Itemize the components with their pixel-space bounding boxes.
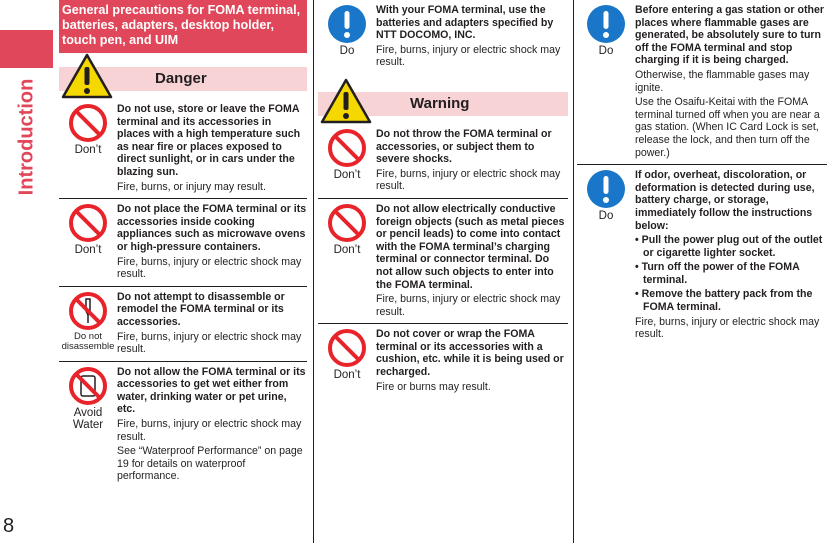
item-heading: Do not throw the FOMA terminal or accessories, or subject them to severe shocks. — [376, 127, 552, 166]
item-text: Fire or burns may result. — [376, 380, 491, 393]
item-heading: Before entering a gas station or other places where flammable gases are generated, be absolutely sure to turn off the FOMA terminal and stop charging if it is being charged. — [635, 4, 824, 67]
danger-item — [59, 99, 307, 199]
side-tab-label: Introduction — [15, 78, 38, 196]
danger-item — [59, 287, 307, 362]
item-heading: With your FOMA terminal, use the batteries and adapters specified by NTT DOCOMO, INC. — [376, 4, 554, 42]
mandatory-item — [577, 0, 827, 165]
icon-label: Don’t — [74, 144, 102, 156]
prohibit-icon — [327, 328, 367, 368]
icon-label: Do — [598, 210, 614, 223]
item-heading: Do not allow electrically conductive foreign objects (such as metal pieces or pencil leads) to come into contact with the FOMA terminal’s charging terminal or connector terminal. Do not allow such objects to enter into the FOMA terminal. — [376, 202, 565, 291]
item-heading: Do not allow the FOMA terminal or its accessories to get wet either from water, drinking water or pet urine, etc. — [117, 365, 306, 416]
item-text: Fire, burns, injury or electric shock may result. — [376, 167, 561, 193]
prohibit-icon — [327, 128, 367, 168]
icon-label: Don’t — [74, 244, 102, 257]
item-text: Fire, burns, injury or electric shock may result. — [117, 330, 302, 356]
item-text: Fire, burns, injury or electric shock may result. — [117, 418, 302, 443]
mandatory-item — [577, 165, 827, 346]
warning-item — [318, 199, 568, 324]
item-heading: If odor, overheat, discoloration, or deformation is detected during use, battery charge, or storage, immediately follow the instructions below: — [635, 169, 815, 232]
column-2 — [318, 0, 568, 398]
item-text: Fire, burns, injury or electric shock may result. — [376, 293, 561, 318]
column-1 — [59, 0, 307, 488]
column-divider — [573, 0, 574, 543]
warning-banner — [318, 78, 568, 124]
icon-label: Don’t — [333, 168, 361, 181]
warning-title: Warning — [410, 94, 470, 112]
mandatory-icon — [327, 4, 367, 44]
danger-item — [59, 199, 307, 287]
bullet-item: • Remove the battery pack from the FOMA terminal. — [635, 288, 813, 314]
mandatory-icon — [586, 4, 626, 44]
prohibit-icon — [327, 203, 367, 243]
column-divider — [313, 0, 314, 543]
avoid-water-icon — [68, 366, 108, 406]
mandatory-icon — [586, 169, 626, 209]
icon-label: Do not disassemble — [61, 330, 115, 352]
icon-label: Don’t — [333, 369, 361, 382]
item-text: Fire, burns, injury or electric shock may result. — [635, 315, 820, 341]
page-number: 8 — [3, 515, 15, 537]
bullet-item: • Pull the power plug out of the outlet or cigarette lighter socket. — [635, 234, 823, 259]
warning-item — [318, 124, 568, 199]
danger-banner — [59, 53, 307, 99]
icon-label: Don’t — [333, 243, 361, 256]
danger-title: Danger — [155, 70, 207, 87]
column-3 — [577, 0, 827, 346]
item-text: Otherwise, the flammable gases may ignite. — [635, 68, 810, 94]
no-disassemble-icon — [68, 291, 108, 331]
section-title: General precautions for FOMA terminal, batteries, adapters, desktop holder, touch pen, and UIM — [59, 0, 307, 53]
mandatory-item — [318, 0, 568, 74]
bullet-item: • Turn off the power of the FOMA terminal. — [635, 261, 800, 286]
prohibit-icon — [68, 203, 108, 243]
icon-label: Do — [339, 45, 355, 57]
icon-label: Avoid Water — [72, 406, 104, 431]
item-text: Fire, burns, injury or electric shock may result. — [117, 255, 302, 281]
item-heading: Do not cover or wrap the FOMA terminal or its accessories with a cushion, etc. while it is being used or recharged. — [376, 328, 564, 379]
side-tab-block — [0, 30, 53, 68]
item-note: Use the Osaifu-Keitai with the FOMA terminal turned off when you are near a gas station. (When IC Card Lock is set, release the lock, and then turn off the power.) — [635, 96, 820, 159]
warning-item — [318, 324, 568, 398]
danger-item — [59, 362, 307, 488]
side-tab — [0, 0, 53, 543]
item-heading: Do not place the FOMA terminal or its accessories inside cooking appliances such as microwave ovens or high-pressure containers. — [117, 203, 307, 253]
icon-label: Do — [598, 45, 614, 57]
item-text: Fire, burns, injury or electric shock may result. — [376, 43, 561, 69]
prohibit-icon — [68, 103, 108, 143]
item-heading: Do not attempt to disassemble or remodel the FOMA terminal or its accessories. — [117, 290, 285, 328]
item-note: See “Waterproof Performance” on page 19 for details on waterproof performance. — [117, 445, 303, 483]
item-text: Fire, burns, or injury may result. — [117, 180, 266, 193]
item-heading: Do not use, store or leave the FOMA terminal and its accessories in places with a high temperature such as near fire or places exposed to direct sunlight, or in cars under the blazing sun. — [117, 103, 301, 178]
